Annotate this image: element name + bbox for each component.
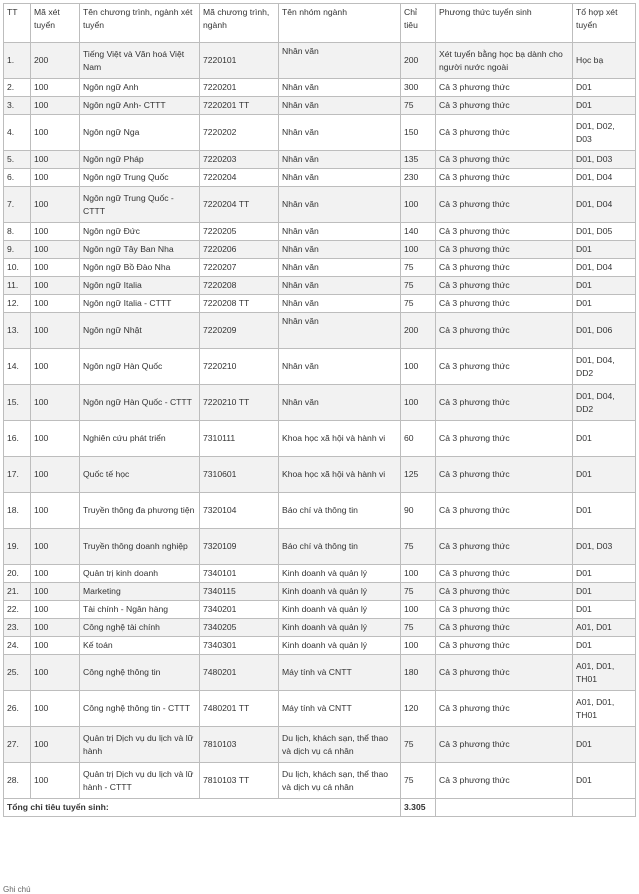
table-cell: 60 <box>401 421 436 457</box>
table-cell: Truyền thông doanh nghiệp <box>80 529 200 565</box>
column-header: Tổ hợp xét tuyển <box>573 4 636 43</box>
table-cell: D01, D03 <box>573 151 636 169</box>
table-cell: Kinh doanh và quản lý <box>279 583 401 601</box>
table-cell: D01 <box>573 241 636 259</box>
table-cell: 7220201 TT <box>200 97 279 115</box>
table-cell: Ngôn ngữ Anh- CTTT <box>80 97 200 115</box>
table-cell: 7220201 <box>200 79 279 97</box>
table-cell: Cả 3 phương thức <box>436 529 573 565</box>
table-cell: 15. <box>4 385 31 421</box>
table-cell: 7220101 <box>200 43 279 79</box>
table-cell: Cả 3 phương thức <box>436 727 573 763</box>
table-cell: Cả 3 phương thức <box>436 277 573 295</box>
table-cell: Cả 3 phương thức <box>436 79 573 97</box>
table-cell: D01, D03 <box>573 529 636 565</box>
table-cell: 2. <box>4 79 31 97</box>
table-cell: D01, D04 <box>573 259 636 277</box>
table-cell: Ngôn ngữ Hàn Quốc <box>80 349 200 385</box>
column-header: Tên nhóm ngành <box>279 4 401 43</box>
table-cell: 13. <box>4 313 31 349</box>
table-cell: Cả 3 phương thức <box>436 583 573 601</box>
table-cell: 120 <box>401 691 436 727</box>
table-cell: 100 <box>31 619 80 637</box>
table-cell: Nhân văn <box>279 295 401 313</box>
table-cell: Ngôn ngữ Pháp <box>80 151 200 169</box>
table-cell: Cả 3 phương thức <box>436 763 573 799</box>
table-cell: 100 <box>401 637 436 655</box>
table-cell: 100 <box>31 349 80 385</box>
table-cell: Ngôn ngữ Hàn Quốc - CTTT <box>80 385 200 421</box>
column-header: TT <box>4 4 31 43</box>
table-cell: 140 <box>401 223 436 241</box>
table-cell: Cả 3 phương thức <box>436 259 573 277</box>
table-cell: Nhân văn <box>279 187 401 223</box>
table-cell: Kinh doanh và quản lý <box>279 619 401 637</box>
table-cell: D01 <box>573 277 636 295</box>
table-cell: 100 <box>31 583 80 601</box>
table-cell: 23. <box>4 619 31 637</box>
table-cell: 7220204 TT <box>200 187 279 223</box>
table-cell: 75 <box>401 259 436 277</box>
table-cell: Báo chí và thông tin <box>279 493 401 529</box>
table-cell: 1. <box>4 43 31 79</box>
table-cell: Quản trị Dịch vụ du lịch và lữ hành <box>80 727 200 763</box>
table-cell: 7. <box>4 187 31 223</box>
table-cell: D01 <box>573 97 636 115</box>
table-cell: 100 <box>401 187 436 223</box>
table-cell: Nhân văn <box>279 169 401 187</box>
table-cell: 100 <box>31 601 80 619</box>
table-cell: Cả 3 phương thức <box>436 241 573 259</box>
table-cell: Cả 3 phương thức <box>436 349 573 385</box>
table-cell: Ngôn ngữ Bồ Đào Nha <box>80 259 200 277</box>
table-cell: Kinh doanh và quản lý <box>279 601 401 619</box>
table-row <box>4 241 636 259</box>
table-cell: Ngôn ngữ Trung Quốc - CTTT <box>80 187 200 223</box>
table-cell: 18. <box>4 493 31 529</box>
table-cell: 7220205 <box>200 223 279 241</box>
table-cell: 100 <box>31 655 80 691</box>
table-row <box>4 259 636 277</box>
table-cell: Cả 3 phương thức <box>436 385 573 421</box>
table-cell: Du lịch, khách sạn, thể thao và dịch vụ cá nhân <box>279 727 401 763</box>
table-cell: Tài chính - Ngân hàng <box>80 601 200 619</box>
table-cell: A01, D01, TH01 <box>573 655 636 691</box>
table-cell: 100 <box>31 457 80 493</box>
table-cell: 100 <box>31 169 80 187</box>
table-cell: 7810103 <box>200 727 279 763</box>
table-cell: Ngôn ngữ Anh <box>80 79 200 97</box>
table-cell: 7340101 <box>200 565 279 583</box>
table-cell: D01 <box>573 601 636 619</box>
table-cell: 75 <box>401 619 436 637</box>
table-cell: Nhân văn <box>279 259 401 277</box>
table-cell: 100 <box>31 187 80 223</box>
table-cell: 100 <box>31 421 80 457</box>
table-cell: 200 <box>31 43 80 79</box>
table-cell: 125 <box>401 457 436 493</box>
table-row <box>4 313 636 349</box>
table-cell: 75 <box>401 97 436 115</box>
table-cell: 7320109 <box>200 529 279 565</box>
table-cell: 200 <box>401 43 436 79</box>
table-cell: 100 <box>31 313 80 349</box>
table-cell: 7220206 <box>200 241 279 259</box>
table-cell: Cả 3 phương thức <box>436 457 573 493</box>
table-cell: A01, D01 <box>573 619 636 637</box>
table-cell: 100 <box>31 115 80 151</box>
total-empty-cell <box>436 799 573 817</box>
table-row <box>4 727 636 763</box>
table-cell: 7220203 <box>200 151 279 169</box>
table-cell: D01 <box>573 295 636 313</box>
table-body <box>4 43 636 799</box>
table-row <box>4 295 636 313</box>
table-cell: A01, D01, TH01 <box>573 691 636 727</box>
table-cell: 22. <box>4 601 31 619</box>
table-cell: 12. <box>4 295 31 313</box>
table-cell: 7340115 <box>200 583 279 601</box>
table-cell: D01 <box>573 493 636 529</box>
table-cell: Cả 3 phương thức <box>436 601 573 619</box>
table-cell: 25. <box>4 655 31 691</box>
table-cell: 7220208 <box>200 277 279 295</box>
table-cell: D01 <box>573 763 636 799</box>
table-cell: 7340201 <box>200 601 279 619</box>
table-cell: D01, D04, DD2 <box>573 385 636 421</box>
table-cell: Xét tuyển bằng học bạ dành cho người nước ngoài <box>436 43 573 79</box>
table-cell: D01 <box>573 727 636 763</box>
table-cell: Cả 3 phương thức <box>436 169 573 187</box>
table-cell: Du lịch, khách sạn, thể thao và dịch vụ cá nhân <box>279 763 401 799</box>
table-cell: Kế toán <box>80 637 200 655</box>
table-cell: 100 <box>401 241 436 259</box>
table-row <box>4 583 636 601</box>
table-cell: 200 <box>401 313 436 349</box>
table-cell: 7480201 <box>200 655 279 691</box>
footnote: Ghi chú <box>3 885 31 894</box>
table-cell: Nghiên cứu phát triển <box>80 421 200 457</box>
table-cell: 7480201 TT <box>200 691 279 727</box>
table-cell: Báo chí và thông tin <box>279 529 401 565</box>
table-cell: 7810103 TT <box>200 763 279 799</box>
table-cell: 100 <box>31 241 80 259</box>
table-cell: Nhân văn <box>279 385 401 421</box>
table-cell: 100 <box>31 637 80 655</box>
table-cell: Nhân văn <box>279 79 401 97</box>
table-cell: Ngôn ngữ Trung Quốc <box>80 169 200 187</box>
table-cell: Cả 3 phương thức <box>436 619 573 637</box>
table-cell: 135 <box>401 151 436 169</box>
table-cell: Ngôn ngữ Italia - CTTT <box>80 295 200 313</box>
table-cell: D01 <box>573 583 636 601</box>
table-cell: 11. <box>4 277 31 295</box>
table-cell: Ngôn ngữ Đức <box>80 223 200 241</box>
table-row <box>4 151 636 169</box>
table-cell: 10. <box>4 259 31 277</box>
table-cell: Cả 3 phương thức <box>436 313 573 349</box>
table-cell: 100 <box>401 349 436 385</box>
column-header: Phương thức tuyển sinh <box>436 4 573 43</box>
table-cell: 230 <box>401 169 436 187</box>
table-cell: 5. <box>4 151 31 169</box>
table-cell: 100 <box>31 97 80 115</box>
table-cell: 16. <box>4 421 31 457</box>
table-cell: 75 <box>401 583 436 601</box>
table-cell: 100 <box>31 691 80 727</box>
table-row <box>4 115 636 151</box>
table-cell: 19. <box>4 529 31 565</box>
table-cell: Cả 3 phương thức <box>436 97 573 115</box>
table-row <box>4 79 636 97</box>
table-header-row <box>4 4 636 43</box>
table-cell: 21. <box>4 583 31 601</box>
table-cell: 7320104 <box>200 493 279 529</box>
admission-table <box>3 3 636 817</box>
table-cell: Nhân văn <box>279 349 401 385</box>
table-cell: D01, D04 <box>573 187 636 223</box>
table-cell: Ngôn ngữ Italia <box>80 277 200 295</box>
table-cell: Máy tính và CNTT <box>279 691 401 727</box>
table-cell: D01, D04 <box>573 169 636 187</box>
table-cell: 6. <box>4 169 31 187</box>
table-cell: 100 <box>31 79 80 97</box>
table-cell: Cả 3 phương thức <box>436 493 573 529</box>
table-cell: D01 <box>573 421 636 457</box>
table-row <box>4 655 636 691</box>
table-cell: 7220207 <box>200 259 279 277</box>
table-row <box>4 637 636 655</box>
table-cell: Nhân văn <box>279 151 401 169</box>
table-row <box>4 601 636 619</box>
table-cell: Ngôn ngữ Tây Ban Nha <box>80 241 200 259</box>
table-cell: 26. <box>4 691 31 727</box>
table-cell: 100 <box>401 601 436 619</box>
total-label: Tổng chỉ tiêu tuyển sinh: <box>4 799 401 817</box>
table-cell: 100 <box>401 385 436 421</box>
table-cell: Cả 3 phương thức <box>436 655 573 691</box>
table-cell: 3. <box>4 97 31 115</box>
table-cell: 100 <box>31 565 80 583</box>
table-cell: 100 <box>31 763 80 799</box>
table-row <box>4 385 636 421</box>
column-header: Mã chương trình, ngành <box>200 4 279 43</box>
table-cell: Cả 3 phương thức <box>436 223 573 241</box>
table-row <box>4 691 636 727</box>
table-cell: Công nghệ thông tin - CTTT <box>80 691 200 727</box>
table-cell: Máy tính và CNTT <box>279 655 401 691</box>
table-cell: 14. <box>4 349 31 385</box>
table-cell: 100 <box>31 727 80 763</box>
table-cell: 17. <box>4 457 31 493</box>
table-cell: 100 <box>31 223 80 241</box>
table-cell: Cả 3 phương thức <box>436 421 573 457</box>
table-cell: D01, D04, DD2 <box>573 349 636 385</box>
table-row <box>4 457 636 493</box>
table-cell: 100 <box>31 529 80 565</box>
total-value: 3.305 <box>401 799 436 817</box>
column-header: Chỉ tiêu <box>401 4 436 43</box>
table-cell: Công nghệ thông tin <box>80 655 200 691</box>
table-cell: Cả 3 phương thức <box>436 295 573 313</box>
table-row <box>4 421 636 457</box>
table-cell: D01 <box>573 637 636 655</box>
table-cell: Học bạ <box>573 43 636 79</box>
table-cell: Quản trị Dịch vụ du lịch và lữ hành - CTTT <box>80 763 200 799</box>
table-cell: Khoa học xã hội và hành vi <box>279 457 401 493</box>
table-cell: D01, D05 <box>573 223 636 241</box>
table-cell: 8. <box>4 223 31 241</box>
table-cell: D01, D06 <box>573 313 636 349</box>
table-cell: 7340205 <box>200 619 279 637</box>
table-row <box>4 529 636 565</box>
table-cell: 24. <box>4 637 31 655</box>
table-cell: Ngôn ngữ Nga <box>80 115 200 151</box>
table-row <box>4 277 636 295</box>
table-cell: Quản trị kinh doanh <box>80 565 200 583</box>
table-cell: Truyền thông đa phương tiện <box>80 493 200 529</box>
table-cell: Tiếng Việt và Văn hoá Việt Nam <box>80 43 200 79</box>
table-cell: Ngôn ngữ Nhật <box>80 313 200 349</box>
table-cell: D01 <box>573 565 636 583</box>
table-cell: 180 <box>401 655 436 691</box>
table-cell: Nhân văn <box>279 223 401 241</box>
total-empty-cell <box>573 799 636 817</box>
table-row <box>4 349 636 385</box>
table-cell: Nhân văn <box>279 313 401 349</box>
table-cell: Cả 3 phương thức <box>436 565 573 583</box>
table-cell: 4. <box>4 115 31 151</box>
table-row <box>4 169 636 187</box>
table-cell: D01 <box>573 79 636 97</box>
table-cell: Cả 3 phương thức <box>436 691 573 727</box>
table-cell: Marketing <box>80 583 200 601</box>
table-cell: 100 <box>31 151 80 169</box>
table-row <box>4 187 636 223</box>
table-row <box>4 763 636 799</box>
table-cell: Cả 3 phương thức <box>436 187 573 223</box>
table-cell: 75 <box>401 727 436 763</box>
table-cell: Cả 3 phương thức <box>436 115 573 151</box>
table-cell: 75 <box>401 295 436 313</box>
table-cell: 7220204 <box>200 169 279 187</box>
table-row <box>4 97 636 115</box>
column-header: Mã xét tuyển <box>31 4 80 43</box>
table-cell: D01, D02, D03 <box>573 115 636 151</box>
table-cell: Công nghệ tài chính <box>80 619 200 637</box>
table-cell: D01 <box>573 457 636 493</box>
table-cell: 20. <box>4 565 31 583</box>
table-cell: 7220202 <box>200 115 279 151</box>
table-cell: 100 <box>31 295 80 313</box>
table-row <box>4 619 636 637</box>
table-cell: 100 <box>31 277 80 295</box>
column-header: Tên chương trình, ngành xét tuyển <box>80 4 200 43</box>
table-cell: Kinh doanh và quản lý <box>279 637 401 655</box>
table-cell: 28. <box>4 763 31 799</box>
table-cell: 100 <box>31 385 80 421</box>
table-cell: 27. <box>4 727 31 763</box>
total-row <box>4 799 636 817</box>
table-cell: 75 <box>401 763 436 799</box>
table-cell: Nhân văn <box>279 241 401 259</box>
table-cell: Nhân văn <box>279 43 401 79</box>
table-cell: Nhân văn <box>279 277 401 295</box>
table-row <box>4 493 636 529</box>
table-cell: 7220210 <box>200 349 279 385</box>
table-cell: Cả 3 phương thức <box>436 151 573 169</box>
table-cell: 7310601 <box>200 457 279 493</box>
table-cell: Quốc tế học <box>80 457 200 493</box>
table-cell: 9. <box>4 241 31 259</box>
table-cell: Nhân văn <box>279 97 401 115</box>
table-cell: 100 <box>401 565 436 583</box>
table-cell: 75 <box>401 529 436 565</box>
table-cell: 100 <box>31 493 80 529</box>
table-cell: 7310111 <box>200 421 279 457</box>
table-cell: 7340301 <box>200 637 279 655</box>
table-cell: Cả 3 phương thức <box>436 637 573 655</box>
table-cell: 75 <box>401 277 436 295</box>
table-cell: Kinh doanh và quản lý <box>279 565 401 583</box>
table-cell: 150 <box>401 115 436 151</box>
table-row <box>4 565 636 583</box>
table-cell: 7220210 TT <box>200 385 279 421</box>
table-cell: 90 <box>401 493 436 529</box>
table-cell: 7220208 TT <box>200 295 279 313</box>
table-row <box>4 43 636 79</box>
table-row <box>4 223 636 241</box>
table-cell: Nhân văn <box>279 115 401 151</box>
table-cell: Khoa học xã hội và hành vi <box>279 421 401 457</box>
table-cell: 300 <box>401 79 436 97</box>
table-cell: 100 <box>31 259 80 277</box>
table-cell: 7220209 <box>200 313 279 349</box>
